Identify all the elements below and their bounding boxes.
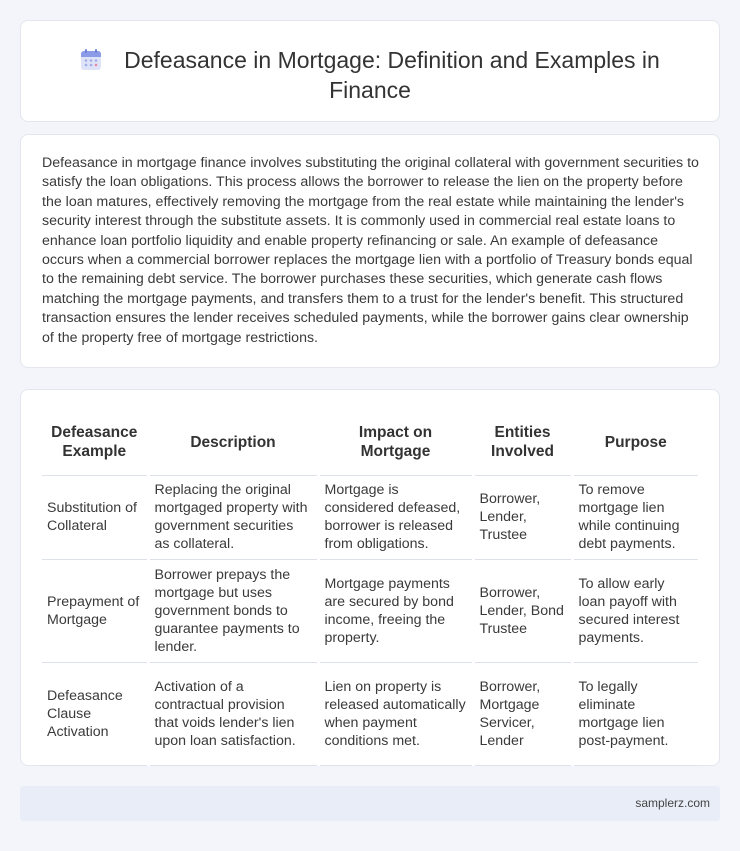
table-cell: Borrower, Mortgage Servicer, Lender [473,662,572,765]
table-cell: Mortgage is considered defeased, borrower is released from obligations. [318,475,473,559]
table-cell: Defeasance Clause Activation [42,662,148,765]
column-header-entities: Entities Involved [473,411,572,475]
table-cell: To allow early loan payoff with secured interest payments. [572,559,698,662]
page-title-text: Defeasance in Mortgage: Definition and Examples in Finance [124,47,660,103]
intro-card [20,134,720,368]
table-cell: Borrower prepays the mortgage but uses government bonds to guarantee payments to lender. [148,559,318,662]
table-cell: Lien on property is released automatically when payment conditions met. [318,662,473,765]
footer [20,786,720,821]
table-cell: Borrower, Lender, Bond Trustee [473,559,572,662]
column-header-impact: Impact on Mortgage [318,411,473,475]
table-cell: To legally eliminate mortgage lien post-payment. [572,662,698,765]
title-card [20,20,720,122]
table-header-row [42,411,698,475]
table-row [42,475,698,559]
table-card [20,389,720,766]
table-cell: Activation of a contractual provision that voids lender's lien upon loan satisfaction. [148,662,318,765]
column-header-description: Description [148,411,318,475]
column-header-purpose: Purpose [572,411,698,475]
defeasance-table [42,411,698,766]
column-header-example: Defeasance Example [42,411,148,475]
page-title [61,45,679,105]
table-cell: To remove mortgage lien while continuing debt payments. [572,475,698,559]
table-cell: Borrower, Lender, Trustee [473,475,572,559]
intro-paragraph: Defeasance in mortgage finance involves substituting the original collateral with government securities to satisfy the loan obligations. This process allows the borrower to release the lien on the property before the loan matures, effectively removing the mortgage from the real estate while maintaining the lender's security interest through the substitute assets. It is commonly used in commercial real estate loans to enhance loan portfolio liquidity and enable property refinancing or sale. An example of defeasance occurs when a commercial borrower replaces the mortgage lien with a portfolio of Treasury bonds equal to the remaining debt service. The borrower purchases these securities, which generate cash flows matching the mortgage payments, and transfers them to a trust for the lender's benefit. This structured transaction ensures the lender receives scheduled payments, while the borrower gains clear ownership of the property free of mortgage restrictions. [42,155,699,346]
table-cell: Mortgage payments are secured by bond income, freeing the property. [318,559,473,662]
table-cell: Prepayment of Mortgage [42,559,148,662]
table-row [42,662,698,765]
table-row [42,559,698,662]
calendar-icon [80,49,102,71]
footer-site-link[interactable]: samplerz.com [635,796,710,810]
table-cell: Replacing the original mortgaged property with government securities as collateral. [148,475,318,559]
table-cell: Substitution of Collateral [42,475,148,559]
